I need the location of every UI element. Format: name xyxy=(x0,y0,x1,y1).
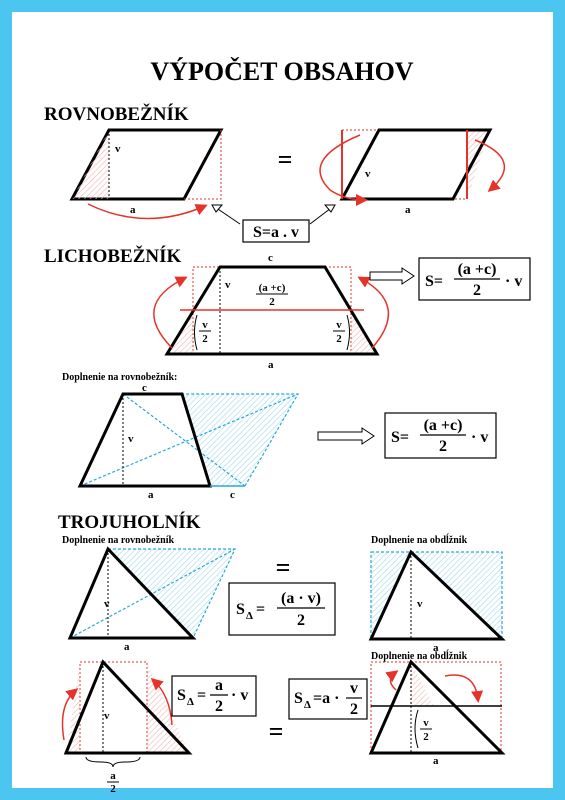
parallelogram-left xyxy=(72,130,221,219)
heading-trapezoid: LICHOBEŽNÍK xyxy=(44,246,182,267)
half-v-den-left: 2 xyxy=(202,333,208,345)
caption-triangle-rectangle: Doplnenie na obdĺžnik xyxy=(371,535,468,546)
half-v-num-right: v xyxy=(336,319,342,331)
inner-fraction-den: 2 xyxy=(269,296,275,308)
formula-trapezoid-suffix: · v xyxy=(505,273,523,290)
formula3-s: S xyxy=(294,690,303,707)
label-v: v xyxy=(104,710,110,722)
formula3-sub: Δ xyxy=(304,699,311,711)
double-arrow-trapezoid xyxy=(370,268,414,284)
half-a-den: 2 xyxy=(110,783,116,795)
formula-parallelogram: S=a . v xyxy=(252,224,300,241)
equals-sign: = xyxy=(277,145,293,174)
half-a-num: a xyxy=(110,770,116,782)
heading-parallelogram: ROVNOBEŽNÍK xyxy=(44,104,189,125)
poster-title: VÝPOČET OBSAHOV xyxy=(150,57,414,86)
caption-triangle-rectangle-2: Doplnenie na obdĺžnik xyxy=(371,651,468,662)
label-v: v xyxy=(104,598,110,610)
formula2-s: S xyxy=(177,687,186,704)
triangle-rectangle-diagram xyxy=(371,552,502,654)
triangle-half-height-diagram xyxy=(371,662,502,767)
formula1-s: S xyxy=(236,601,245,618)
trapezoid-completion-diagram xyxy=(80,382,298,501)
formula1-sub: Δ xyxy=(246,610,253,622)
label-v: v xyxy=(115,143,121,155)
formula1-num: (a · v) xyxy=(281,590,321,607)
label-v: v xyxy=(417,598,423,610)
formula3-den: 2 xyxy=(350,701,358,718)
formula-completion-prefix: S= xyxy=(391,429,410,446)
label-v: v xyxy=(225,279,231,291)
equals-sign: = xyxy=(275,553,291,582)
label-a: a xyxy=(124,641,130,653)
triangle-half-base-diagram xyxy=(63,662,190,795)
half-v-den: 2 xyxy=(423,731,429,743)
formula2-num: a xyxy=(215,677,223,694)
heading-triangle: TROJUHOLNÍK xyxy=(58,512,201,533)
label-c: c xyxy=(268,252,273,264)
inner-fraction-num: (a +c) xyxy=(258,282,286,294)
formula1-den: 2 xyxy=(297,612,305,629)
label-v: v xyxy=(128,433,134,445)
label-a: a xyxy=(433,642,439,654)
formula3-eq: =a · xyxy=(313,690,340,707)
formula2-eq: = xyxy=(197,687,207,704)
caption-trapezoid-completion: Doplnenie na rovnobežník: xyxy=(62,372,178,383)
label-a: a xyxy=(148,489,154,501)
half-v-den-right: 2 xyxy=(336,333,342,345)
double-arrow-completion xyxy=(318,428,374,444)
half-v-num-left: v xyxy=(202,319,208,331)
triangle-parallelogram-diagram xyxy=(70,549,235,653)
label-v: v xyxy=(365,168,371,180)
formula2-sub: Δ xyxy=(187,696,194,708)
formula-completion-num: (a +c) xyxy=(423,417,463,434)
formula2-suffix: · v xyxy=(231,687,249,704)
label-c: c xyxy=(142,382,147,394)
half-v-num: v xyxy=(423,717,429,729)
label-a: a xyxy=(405,204,411,216)
label-a: a xyxy=(130,204,136,216)
formula-trapezoid-prefix: S= xyxy=(425,273,444,290)
formula2-den: 2 xyxy=(215,698,223,715)
label-a: a xyxy=(268,359,274,371)
caption-triangle-parallelogram: Doplnenie na rovnobežník xyxy=(62,535,175,546)
label-c: c xyxy=(230,489,235,501)
formula1-eq: = xyxy=(256,601,266,618)
formula-completion-suffix: · v xyxy=(471,429,489,446)
trapezoid-diagram xyxy=(154,252,389,371)
parallelogram-right xyxy=(320,130,504,216)
formula-trapezoid-den: 2 xyxy=(473,282,481,299)
label-a: a xyxy=(433,755,439,767)
formula-trapezoid-num: (a +c) xyxy=(457,261,497,278)
formula-completion-den: 2 xyxy=(439,438,447,455)
equals-sign: = xyxy=(268,717,284,746)
formula3-num: v xyxy=(350,680,358,697)
